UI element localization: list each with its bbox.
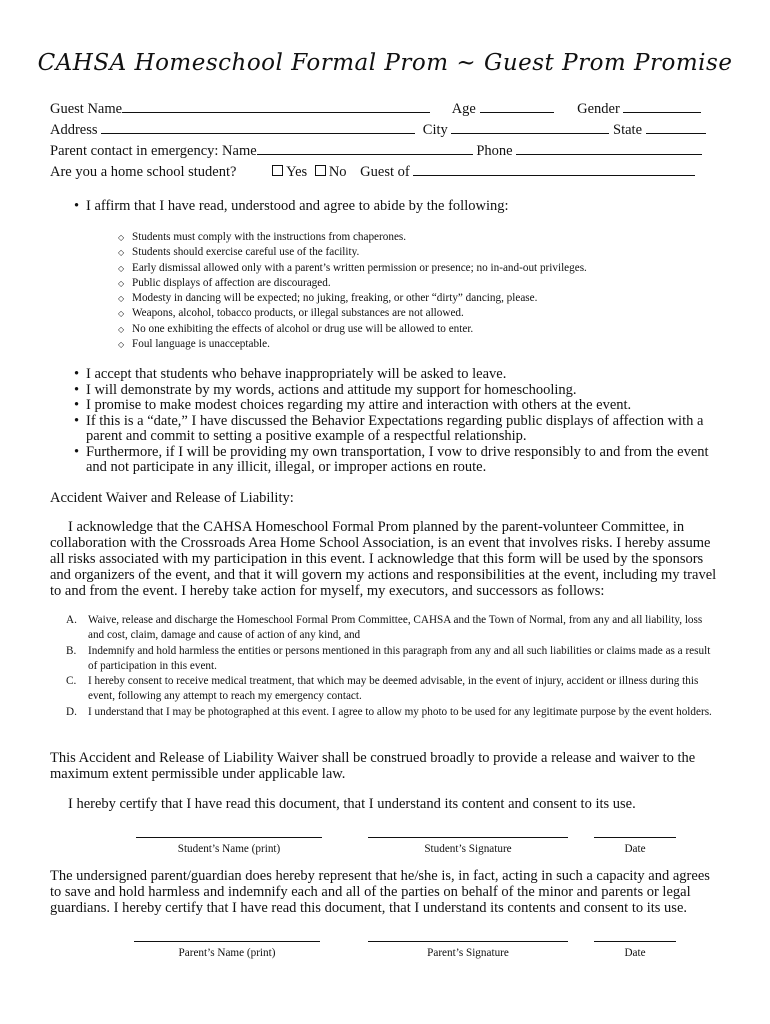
- home-school-question: Are you a home school student?: [50, 164, 237, 180]
- page-title: CAHSA Homeschool Formal Prom ~ Guest Prom Promise: [37, 50, 733, 76]
- student-date-sig[interactable]: [594, 837, 676, 855]
- student-date-label: Date: [624, 843, 646, 855]
- guest-name-field[interactable]: [122, 99, 430, 113]
- rule-item: ◇ Public displays of affection are discouraged.: [118, 276, 678, 291]
- guest-name-label: Guest Name: [50, 101, 123, 117]
- certify-student-text: I hereby certify that I have read this document, that I understand its content and consent to its use.: [68, 796, 636, 812]
- waiver-item-b: B. Indemnify and hold harmless the entities or persons mentioned in this paragraph from any and all such liabilities or claims made as a result of participation in this event.: [66, 644, 711, 672]
- affirm-statement: • I affirm that I have read, understood and agree to abide by the following:: [72, 199, 732, 215]
- yes-checkbox[interactable]: [272, 165, 283, 176]
- student-name-label: Student’s Name (print): [177, 843, 281, 855]
- parent-contact-label: Parent contact in emergency: Name: [50, 143, 257, 159]
- rule-item: ◇ Students must comply with the instructions from chaperones.: [118, 230, 678, 245]
- affirm-list: [72, 199, 732, 215]
- parent-date-sig[interactable]: [594, 941, 676, 959]
- rule-item: ◇ No one exhibiting the effects of alcohol or drug use will be allowed to enter.: [118, 322, 678, 337]
- age-label: Age: [451, 101, 476, 117]
- age-field[interactable]: [480, 99, 554, 113]
- student-signature-sig[interactable]: [368, 837, 568, 855]
- promise-item: • I will demonstrate by my words, actions and attitude my support for homeschooling.: [72, 383, 732, 399]
- rule-item: ◇ Weapons, alcohol, tobacco products, or illegal substances are not allowed.: [118, 306, 678, 321]
- home-school-row: [50, 162, 715, 181]
- parent-name-label: Parent’s Name (print): [178, 947, 276, 959]
- student-signature-label: Student’s Signature: [424, 843, 512, 855]
- promise-item: • I promise to make modest choices regarding my attire and interaction with others at the event.: [72, 398, 732, 414]
- city-label: City: [422, 122, 448, 138]
- city-field[interactable]: [451, 120, 609, 134]
- parent-contact-row: [50, 141, 715, 160]
- state-label: State: [613, 122, 643, 138]
- promises-list: [72, 367, 732, 476]
- parent-name-sig[interactable]: [134, 941, 320, 959]
- waiver-item-c: C. I hereby consent to receive medical treatment, that which may be deemed advisable, in the event of injury, accident or illness during this event, following any attempt to reach my emergency contact.: [66, 675, 699, 703]
- parent-signature-label: Parent’s Signature: [427, 947, 509, 959]
- yes-label: Yes: [286, 164, 308, 180]
- parent-signature-sig[interactable]: [368, 941, 568, 959]
- rules-list: [118, 230, 678, 352]
- waiver-text: I acknowledge that the CAHSA Homeschool Formal Prom planned by the parent-volunteer Committee, in collaboration with the Crossroads Area Home School Association, is an event that involves risks. I hereby assume all risks associated with my participation in this event. I acknowledge that this form will be used by the sponsors and organizers of the event, and that it will govern my actions and responsibilities at the event, including my travel to and from the event. I hereby take action for myself, my executors, and successors as follows:: [50, 519, 717, 599]
- address-label: Address: [50, 122, 98, 138]
- rule-item: ◇ Early dismissal allowed only with a parent’s written permission or presence; no in-and-out privileges.: [118, 261, 678, 276]
- no-label: No: [328, 164, 347, 180]
- address-field[interactable]: [101, 120, 415, 134]
- address-row: [50, 120, 715, 139]
- construed-text: This Accident and Release of Liability Waiver shall be construed broadly to provide a release and waiver to the maximum extent permissible under applicable law.: [50, 750, 696, 782]
- parent-text: The undersigned parent/guardian does hereby represent that he/she is, in fact, acting in such a capacity and agrees to save and hold harmless and indemnify each and all of the parties on behalf of the minor and parents or legal guardians. I hereby certify that I have read this document, that I understand its contents and consent to its use.: [50, 868, 710, 916]
- gender-label: Gender: [577, 101, 620, 117]
- promise-item: • If this is a “date,” I have discussed the Behavior Expectations regarding public displays of affection with a parent and commit to setting a positive example of a respectful relationship.: [72, 414, 732, 445]
- rule-item: ◇ Students should exercise careful use of the facility.: [118, 245, 678, 260]
- waiver-item-d: D. I understand that I may be photographed at this event. I agree to allow my photo to be used for any legitimate purpose by the event holders.: [66, 705, 712, 718]
- promise-item: • Furthermore, if I will be providing my own transportation, I vow to drive responsibly to and from the event and not participate in any illicit, illegal, or improper actions en route.: [72, 445, 732, 476]
- gender-field[interactable]: [623, 99, 701, 113]
- promise-item: • I accept that students who behave inappropriately will be asked to leave.: [72, 367, 732, 383]
- state-field[interactable]: [646, 120, 706, 134]
- no-checkbox[interactable]: [315, 165, 326, 176]
- waiver-items: [66, 613, 720, 720]
- parent-date-label: Date: [624, 947, 646, 959]
- waiver-item-a: A. Waive, release and discharge the Homeschool Formal Prom Committee, CAHSA and the Town of Normal, from any and all liability, loss and cost, claim, damage and cause of action of any kind, and: [66, 614, 703, 642]
- waiver-heading: Accident Waiver and Release of Liability:: [50, 490, 294, 506]
- student-name-sig[interactable]: [136, 837, 322, 855]
- guest-info-row: [50, 99, 715, 118]
- parent-name-field[interactable]: [257, 141, 473, 155]
- rule-item: ◇ Foul language is unacceptable.: [118, 337, 678, 352]
- guest-of-label: Guest of: [360, 164, 410, 180]
- phone-field[interactable]: [516, 141, 702, 155]
- rule-item: ◇ Modesty in dancing will be expected; no juking, freaking, or other “dirty” dancing, please.: [118, 291, 678, 306]
- phone-label: Phone: [476, 143, 513, 159]
- guest-of-field[interactable]: [413, 162, 695, 176]
